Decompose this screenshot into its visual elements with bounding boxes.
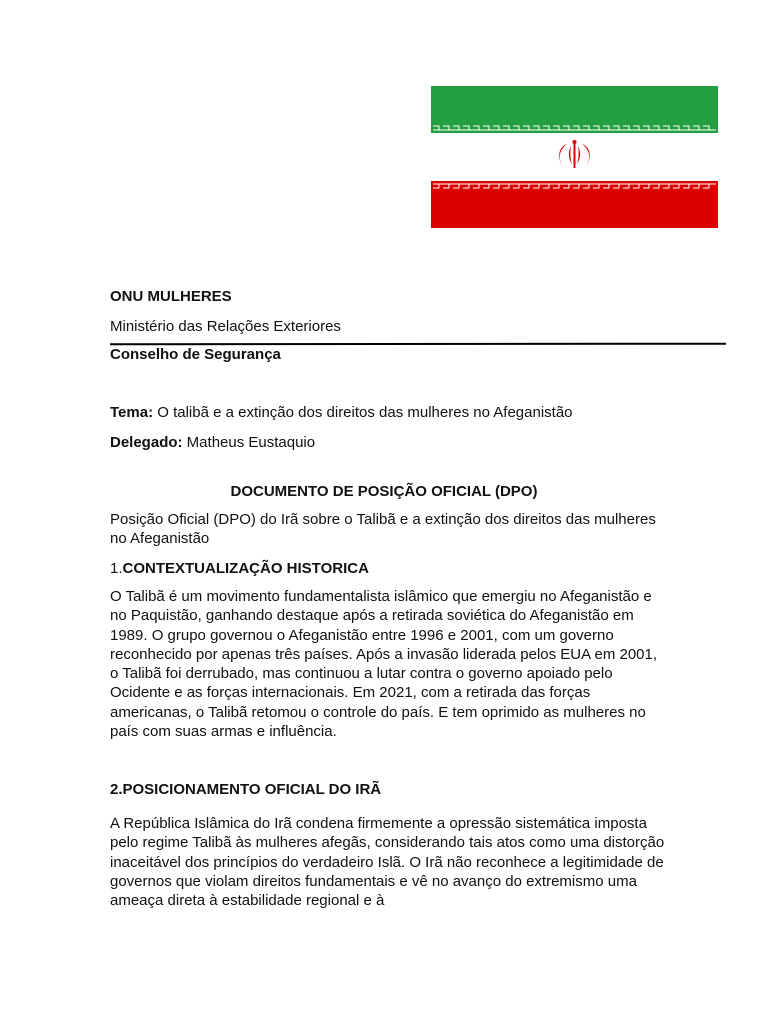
section1-number: 1. [110, 560, 123, 577]
section1-title: CONTEXTUALIZAÇÃO HISTORICA [122, 560, 369, 577]
delegate-value: Matheus Eustaquio [182, 434, 316, 451]
organization-name: ONU MULHERES [110, 288, 232, 305]
section2-body: A República Islâmica do Irã condena firmemente a opressão sistemática imposta pelo regime Talibã às mulheres afegãs, considerando tais atos como uma distorção inaceitável dos princípios do verdadeiro Islã. O Irã não reconhece a legitimidade de governos que violam direitos fundamentais e vê no avanço do extremismo uma ameaça direta à estabilidade regional e à [110, 815, 665, 910]
delegate-label: Delegado: [110, 434, 183, 451]
delegate-line [110, 433, 315, 452]
ministry-name: Ministério das Relações Exteriores [110, 318, 341, 335]
iran-flag-icon [431, 86, 718, 228]
intro-paragraph: Posição Oficial (DPO) do Irã sobre o Talibã e a extinção dos direitos das mulheres no Afeganistão [110, 511, 656, 548]
topic-label: Tema: [110, 404, 154, 421]
topic-value: O talibã e a extinção dos direitos das mulheres no Afeganistão [153, 404, 573, 421]
document-title: DOCUMENTO DE POSIÇÃO OFICIAL (DPO) [230, 483, 538, 500]
section1-heading [110, 559, 369, 578]
topic-line [110, 403, 573, 422]
section1-body: O Talibã é um movimento fundamentalista islâmico que emergiu no Afeganistão e no Paquistão, ganhando destaque após a retirada soviética do Afeganistão em 1989. O grupo governou o Afeganistão entre 1996 e 2001, com um governo reconhecido por apenas três países. Após a invasão liderada pelos EUA em 2001, o Talibã foi derrubado, mas continuou a lutar contra o governo apoiado pelo Ocidente e as forças internacionais. Em 2021, com a retirada das forças americanas, o Talibã retomou o controle do país. E tem oprimido as mulheres no país com suas armas e influência. [110, 588, 658, 741]
council-name: Conselho de Segurança [110, 346, 281, 363]
section2-heading: 2.POSICIONAMENTO OFICIAL DO IRÃ [110, 781, 382, 798]
